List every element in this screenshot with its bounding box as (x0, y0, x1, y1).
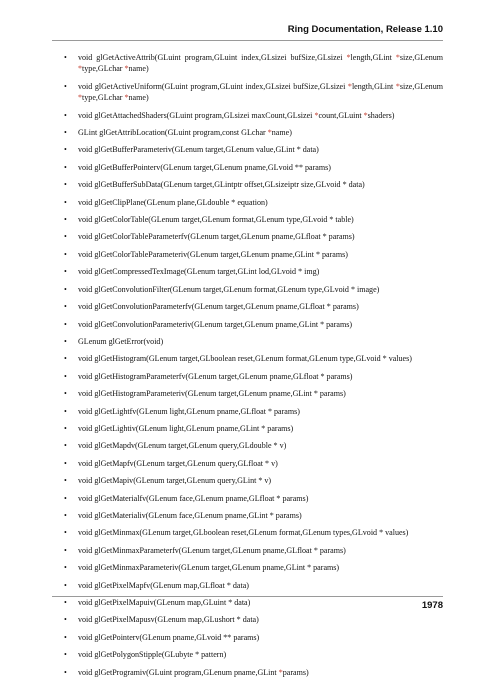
function-signature: void glGetConvolutionParameterfv(GLenum target,GLenum pname,GLfloat * params) (78, 302, 359, 312)
function-signature: void glGetClipPlane(GLenum plane,GLdouble * equation) (78, 197, 268, 207)
bullet-icon: • (64, 53, 67, 62)
bullet-icon: • (64, 81, 67, 91)
function-list-item (52, 249, 443, 260)
function-signature: void glGetActiveAttrib(GLuint program,GLuint index,GLsizei bufSize,GLsizei *length,GLint *size,GLenum *type,GLchar *name) (78, 53, 444, 74)
function-signature: void glGetMapdv(GLenum target,GLenum query,GLdouble * v) (78, 441, 287, 451)
function-list-item (52, 284, 443, 295)
function-signature: void glGetHistogram(GLenum target,GLboolean reset,GLenum format,GLenum type,GLvoid * values) (78, 354, 412, 364)
function-list-item (52, 580, 443, 591)
function-signature: void glGetMaterialiv(GLenum face,GLenum pname,GLint * params) (78, 510, 302, 520)
footer-divider (52, 596, 443, 597)
function-list-item (52, 388, 443, 399)
function-signature: void glGetMapfv(GLenum target,GLenum query,GLfloat * v) (78, 458, 278, 468)
function-list-item (52, 319, 443, 330)
bullet-icon: • (64, 650, 67, 660)
function-signature: void glGetColorTableParameteriv(GLenum target,GLenum pname,GLint * params) (78, 249, 348, 259)
function-list (52, 52, 443, 678)
bullet-icon: • (64, 145, 67, 155)
function-list-item (52, 179, 443, 190)
function-signature: void glGetColorTable(GLenum target,GLenum format,GLenum type,GLvoid * table) (78, 215, 354, 225)
function-signature: void glGetPointerv(GLenum pname,GLvoid ** params) (78, 632, 260, 642)
function-signature: void glGetMaterialfv(GLenum face,GLenum pname,GLfloat * params) (78, 493, 309, 503)
function-signature: void glGetHistogramParameterfv(GLenum target,GLenum pname,GLfloat * params) (78, 371, 353, 381)
bullet-icon: • (64, 302, 67, 312)
bullet-icon: • (64, 458, 67, 468)
function-list-item (52, 423, 443, 434)
function-list-item (52, 527, 443, 538)
function-list-item (52, 632, 443, 643)
bullet-icon: • (64, 180, 67, 190)
bullet-icon: • (64, 284, 67, 294)
function-signature: void glGetColorTableParameterfv(GLenum target,GLenum pname,GLfloat * params) (78, 232, 355, 242)
function-list-item (52, 266, 443, 277)
bullet-icon: • (64, 667, 67, 677)
bullet-icon: • (64, 389, 67, 399)
bullet-icon: • (64, 493, 67, 503)
function-signature: void glGetMinmaxParameteriv(GLenum target,GLenum pname,GLint * params) (78, 563, 340, 573)
function-signature: void glGetActiveUniform(GLuint program,GLuint index,GLsizei bufSize,GLsizei *length,GLint *size,GLenum *type,GLchar *name) (78, 81, 443, 103)
bullet-icon: • (64, 423, 67, 433)
function-signature: void glGetLightiv(GLenum light,GLenum pname,GLint * params) (78, 423, 294, 433)
bullet-icon: • (64, 615, 67, 625)
function-signature: GLenum glGetError(void) (78, 336, 164, 346)
function-list-item (52, 144, 443, 155)
function-list-item (52, 406, 443, 417)
bullet-icon: • (64, 545, 67, 555)
bullet-icon: • (64, 632, 67, 642)
bullet-icon: • (64, 215, 67, 225)
function-signature: void glGetLightfv(GLenum light,GLenum pname,GLfloat * params) (78, 406, 300, 416)
function-list-item (52, 231, 443, 242)
function-list-item (52, 493, 443, 504)
bullet-icon: • (64, 406, 67, 416)
function-list-item (52, 162, 443, 173)
function-signature: void glGetBufferPointerv(GLenum target,GLenum pname,GLvoid ** params) (78, 162, 331, 172)
function-list-item (52, 614, 443, 625)
function-list-item (52, 371, 443, 382)
bullet-icon: • (64, 128, 67, 138)
function-signature: void glGetBufferSubData(GLenum target,GLintptr offset,GLsizeiptr size,GLvoid * data) (78, 180, 365, 190)
function-list-item (52, 562, 443, 573)
bullet-icon: • (64, 162, 67, 172)
function-signature: void glGetAttachedShaders(GLuint program,GLsizei maxCount,GLsizei *count,GLuint *shaders) (78, 110, 395, 120)
function-signature: void glGetMapiv(GLenum target,GLenum query,GLint * v) (78, 476, 272, 486)
function-list-item (52, 336, 443, 347)
bullet-icon: • (64, 319, 67, 329)
function-list-item (52, 353, 443, 364)
function-signature: void glGetPixelMapuiv(GLenum map,GLuint * data) (78, 598, 251, 607)
function-signature: GLint glGetAttribLocation(GLuint program,const GLchar *name) (78, 128, 292, 138)
function-signature: void glGetProgramiv(GLuint program,GLenum pname,GLint *params) (78, 667, 309, 677)
function-list-item (52, 127, 443, 138)
function-list-item (52, 510, 443, 521)
function-list-item (52, 440, 443, 451)
function-list-item (52, 214, 443, 225)
function-signature: void glGetCompressedTexImage(GLenum target,GLint lod,GLvoid * img) (78, 267, 320, 277)
function-list-item (52, 81, 443, 104)
function-list-item (52, 649, 443, 660)
function-list-item (52, 301, 443, 312)
function-signature: void glGetMinmaxParameterfv(GLenum target,GLenum pname,GLfloat * params) (78, 545, 346, 555)
function-signature: void glGetPolygonStipple(GLubyte * pattern) (78, 650, 227, 660)
bullet-icon: • (64, 580, 67, 590)
bullet-icon: • (64, 476, 67, 486)
bullet-icon: • (64, 528, 67, 538)
function-signature: void glGetMinmax(GLenum target,GLboolean reset,GLenum format,GLenum types,GLvoid * values) (78, 528, 409, 538)
bullet-icon: • (64, 563, 67, 573)
function-list-item (52, 197, 443, 208)
bullet-icon: • (64, 336, 67, 346)
function-list-item (52, 667, 443, 678)
function-list-item (52, 458, 443, 469)
bullet-icon: • (64, 197, 67, 207)
bullet-icon: • (64, 110, 67, 120)
header-divider (52, 40, 443, 41)
function-list-item (52, 475, 443, 486)
function-signature: void glGetPixelMapfv(GLenum map,GLfloat * data) (78, 580, 249, 590)
function-list-section (52, 52, 443, 684)
function-signature: void glGetPixelMapusv(GLenum map,GLushort * data) (78, 615, 259, 625)
bullet-icon: • (64, 510, 67, 520)
function-signature: void glGetConvolutionParameteriv(GLenum target,GLenum pname,GLint * params) (78, 319, 353, 329)
function-signature: void glGetHistogramParameteriv(GLenum target,GLenum pname,GLint * params) (78, 389, 346, 399)
function-list-item (52, 110, 443, 121)
page-number: 1978 (421, 600, 443, 611)
function-signature: void glGetBufferParameteriv(GLenum target,GLenum value,GLint * data) (78, 145, 319, 155)
function-signature: void glGetConvolutionFilter(GLenum target,GLenum format,GLenum type,GLvoid * image) (78, 284, 380, 294)
bullet-icon: • (64, 232, 67, 242)
function-list-item (52, 52, 443, 75)
bullet-icon: • (64, 371, 67, 381)
function-list-item (52, 597, 443, 608)
page-header: Ring Documentation, Release 1.10 (287, 24, 443, 35)
bullet-icon: • (64, 267, 67, 277)
function-list-item (52, 545, 443, 556)
bullet-icon: • (64, 354, 67, 364)
bullet-icon: • (64, 598, 67, 607)
bullet-icon: • (64, 249, 67, 259)
bullet-icon: • (64, 441, 67, 451)
